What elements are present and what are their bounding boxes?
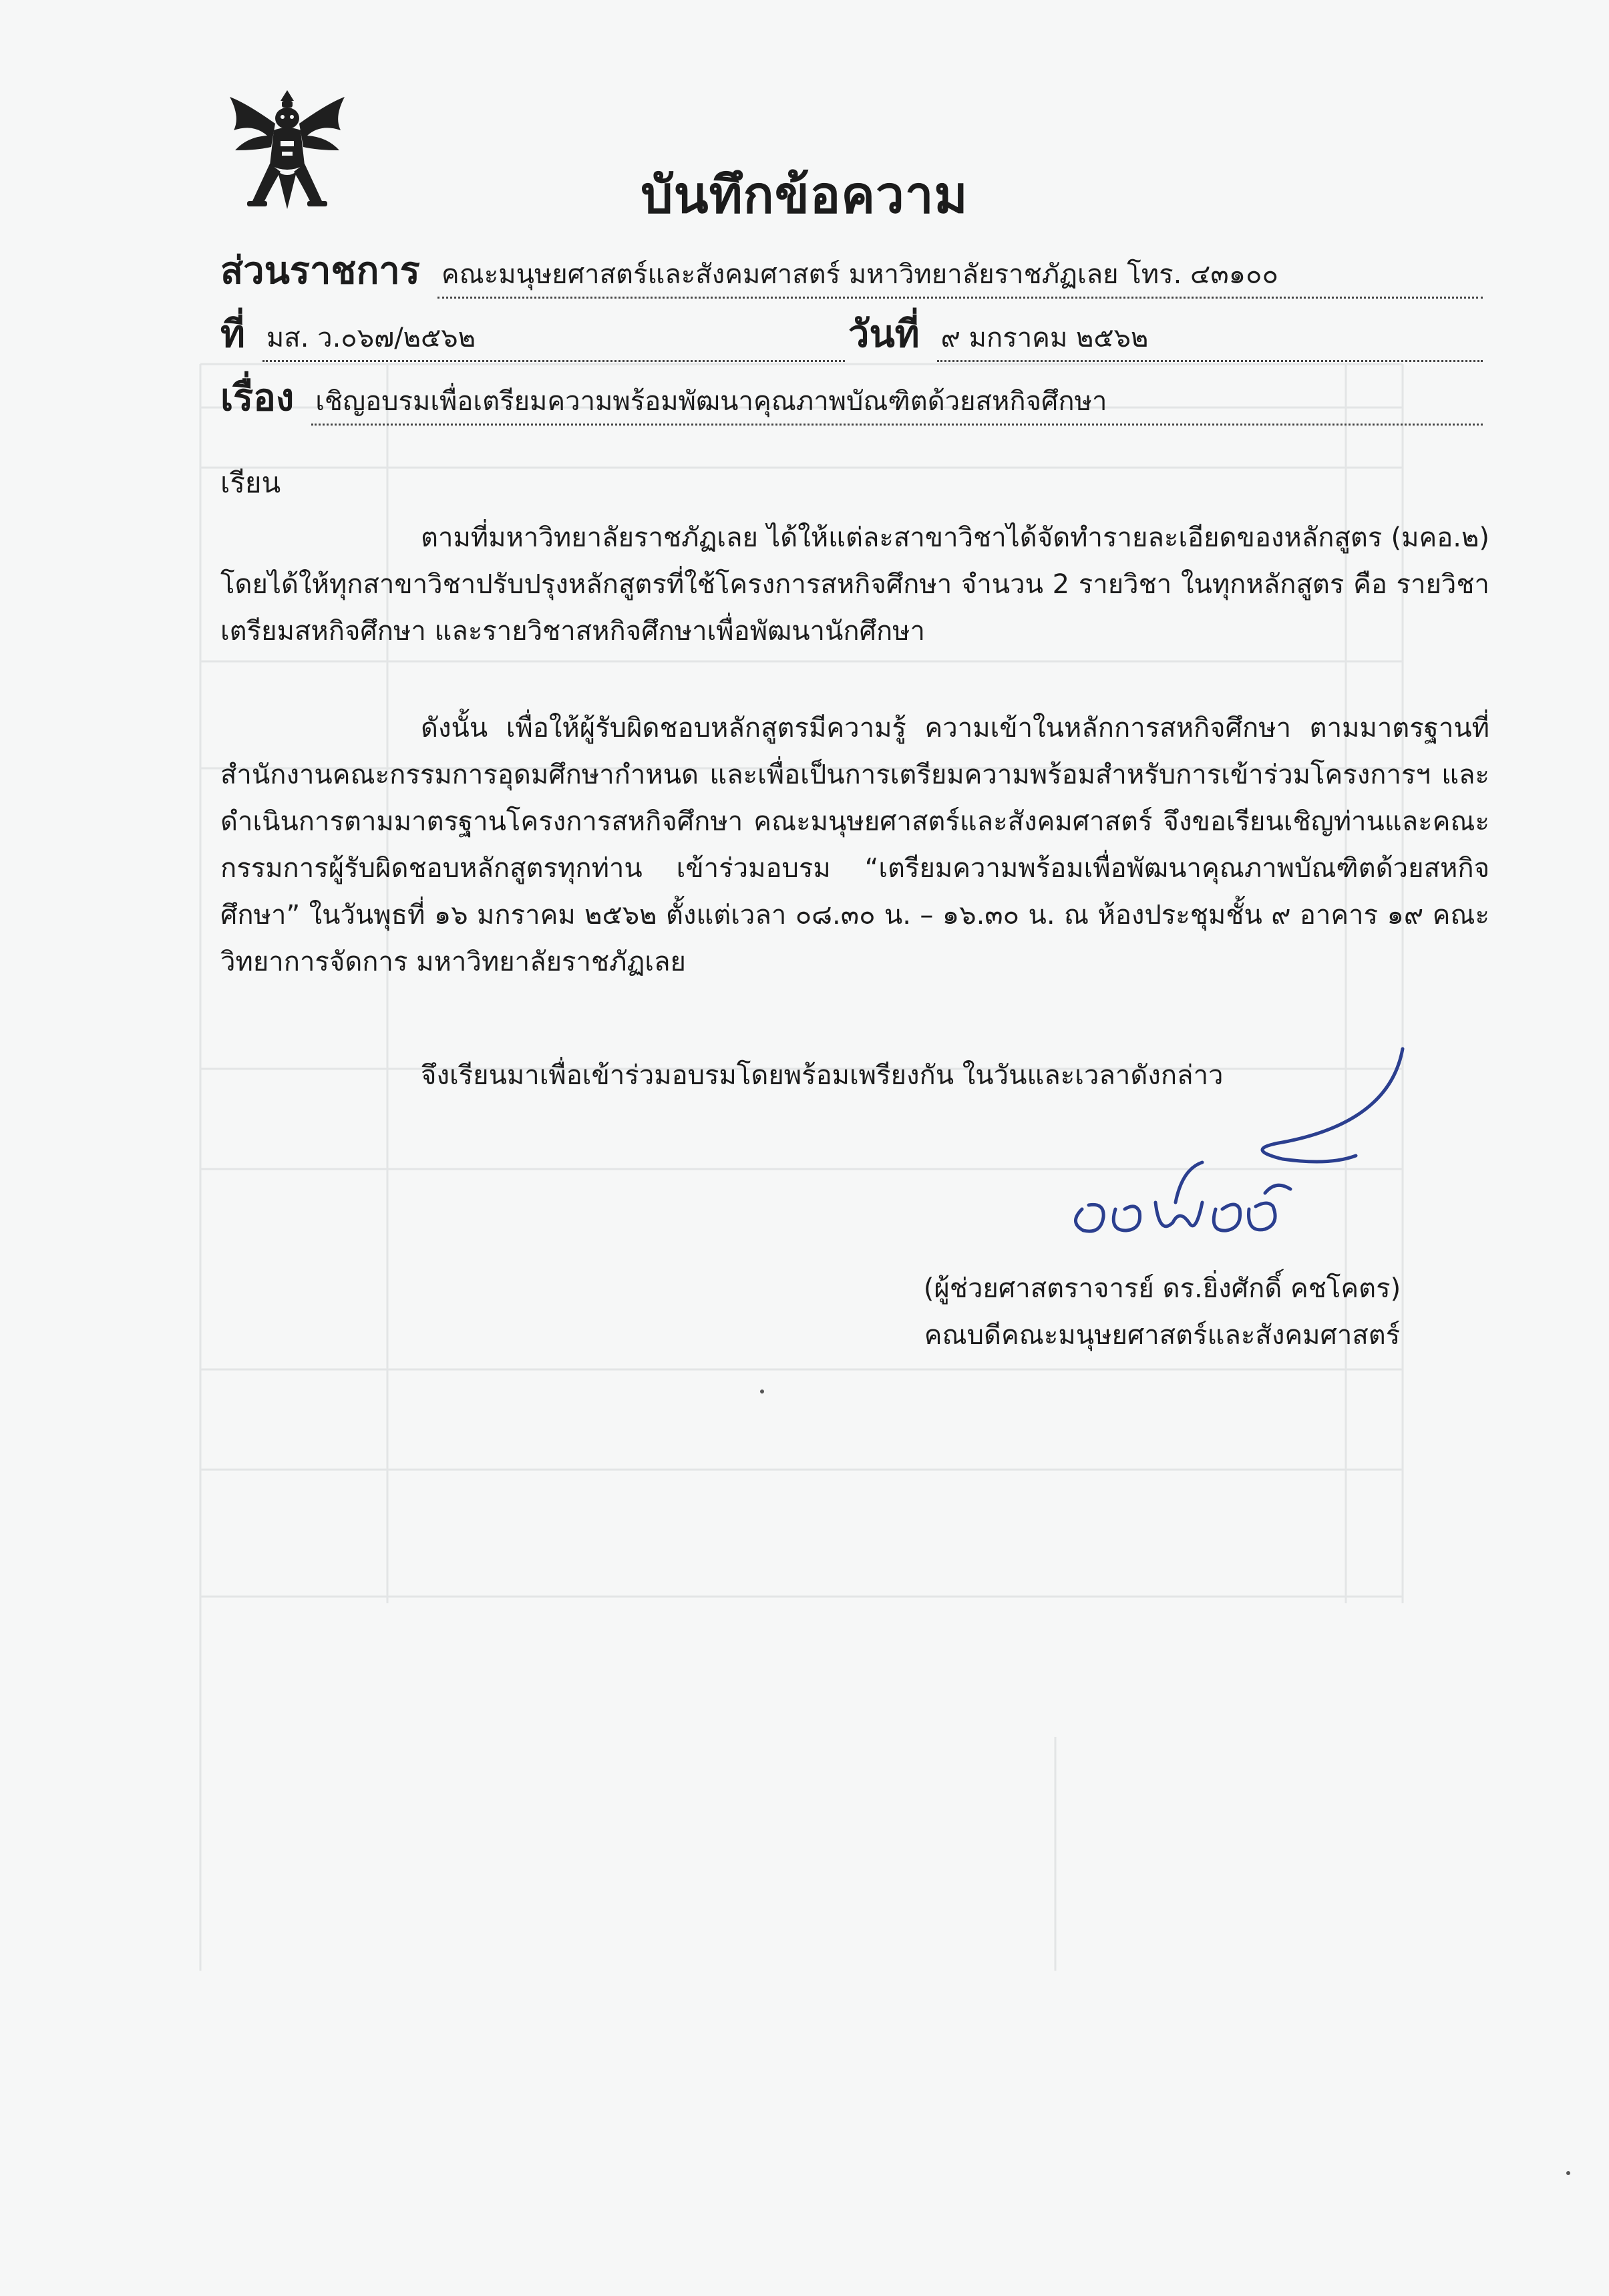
scan-speck [1566, 2171, 1570, 2175]
date-field [848, 304, 1483, 357]
date-value: ๙ มกราคม ๒๕๖๒ [937, 316, 1483, 362]
scan-speck [760, 1389, 764, 1393]
salutation: เรียน [220, 466, 281, 499]
department-label: ส่วนราชการ [220, 249, 420, 293]
handwritten-signature [1042, 1042, 1416, 1243]
signatory-name: (ผู้ช่วยศาสตราจารย์ ดร.ยิ่งศักดิ์ คชโคตร) [923, 1273, 1401, 1304]
body-paragraph-2: ดังนั้น เพื่อให้ผู้รับผิดชอบหลักสูตรมีความรู้ ความเข้าในหลักการสหกิจศึกษา ตามมาตรฐานที่สำนักงานคณะกรรมการอุดมศึกษากำหนด และเพื่อเป็นการเตรียมความพร้อมสำหรับการเข้าร่วมโครงการฯ และดำเนินการตามมาตรฐานโครงการสหกิจศึกษา คณะมนุษยศาสตร์และสังคมศาสตร์ จึงขอเรียนเชิญท่านและคณะกรรมการผู้รับผิดชอบหลักสูตรทุกท่าน เข้าร่วมอบรม “เตรียมความพร้อมเพื่อพัฒนาคุณภาพบัณฑิตด้วยสหกิจศึกษา” ในวันพุธที่ ๑๖ มกราคม ๒๕๖๒ ตั้งแต่เวลา ๐๘.๓๐ น. – ๑๖.๓๐ น. ณ ห้องประชุมชั้น ๙ อาคาร ๑๙ คณะวิทยาการจัดการ มหาวิทยาลัยราชภัฏเลย [220, 713, 1489, 977]
reference-value: มส. ว.๐๖๗/๒๕๖๒ [262, 316, 845, 362]
department-value: คณะมนุษยศาสตร์และสังคมศาสตร์ มหาวิทยาลัยราชภัฏเลย โทร. ๔๓๑๐๐ [437, 253, 1483, 299]
body-paragraph-1: ตามที่มหาวิทยาลัยราชภัฏเลย ได้ให้แต่ละสาขาวิชาได้จัดทำรายละเอียดของหลักสูตร (มคอ.๒) โดยได้ให้ทุกสาขาวิชาปรับปรุงหลักสูตรที่ใช้โครงการสหกิจศึกษา จำนวน 2 รายวิชา ในทุกหลักสูตร คือ รายวิชาเตรียมสหกิจศึกษา และรายวิชาสหกิจศึกษาเพื่อพัฒนานักศึกษา [220, 522, 1489, 647]
subject-field [220, 367, 1483, 421]
subject-label: เรื่อง [220, 376, 295, 420]
date-label: วันที่ [848, 313, 920, 356]
body-paragraph-3: จึงเรียนมาเพื่อเข้าร่วมอบรมโดยพร้อมเพรียงกัน ในวันและเวลาดังกล่าว [421, 1060, 1224, 1091]
memo-title: บันทึกข้อความ [641, 165, 968, 224]
reference-field [220, 304, 845, 357]
department-field [220, 240, 1483, 294]
reference-label: ที่ [220, 313, 245, 356]
signatory-position: คณบดีคณะมนุษยศาสตร์และสังคมศาสตร์ [924, 1320, 1401, 1351]
subject-value: เชิญอบรมเพื่อเตรียมความพร้อมพัฒนาคุณภาพบัณฑิตด้วยสหกิจศึกษา [311, 379, 1483, 426]
